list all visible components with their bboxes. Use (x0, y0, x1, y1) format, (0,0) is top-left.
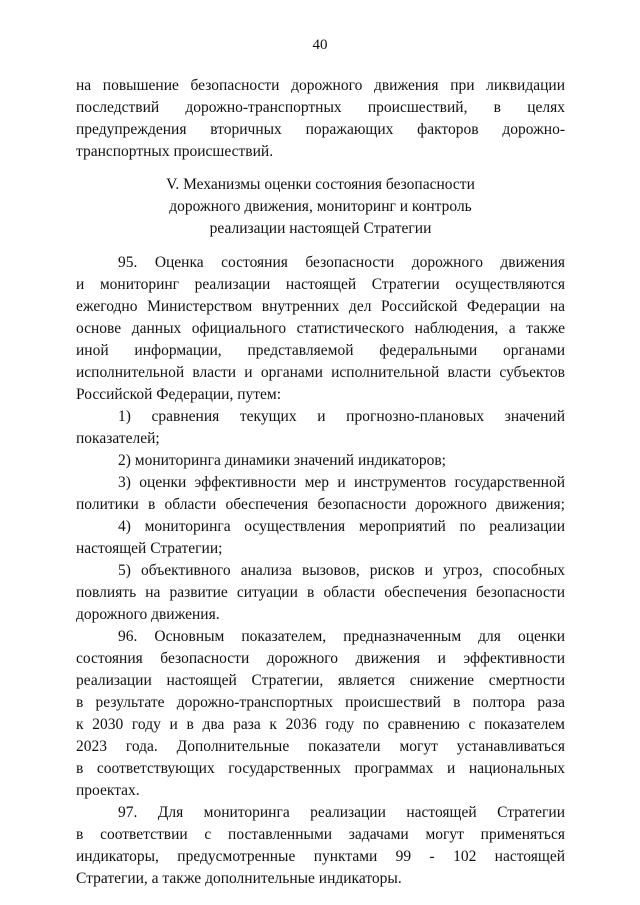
text-line: индикаторы, предусмотренные пунктами 99 - 102 настоящей (76, 848, 565, 865)
text-line: в соответствующих государственных программах и национальных (76, 760, 565, 777)
text-line: показателей; (76, 430, 160, 447)
text-line: Стратегии, а также дополнительные индикаторы. (76, 870, 402, 887)
paragraph-first-line: 95. Оценка состояния безопасности дорожного движения (118, 254, 565, 271)
text-line: последствий дорожно-транспортных происшествий, в целях (76, 99, 565, 116)
text-line: проектах. (76, 782, 140, 799)
list-item-first-line: 3) оценки эффективности мер и инструментов государственной (118, 474, 565, 491)
text-line: предупреждения вторичных поражающих факторов дорожно- (76, 121, 565, 138)
text-line: Российской Федерации, путем: (76, 386, 282, 403)
list-item-first-line: 1) сравнения текущих и прогнозно-плановых значений (118, 408, 565, 425)
text-line: и мониторинг реализации настоящей Стратегии осуществляются (76, 276, 565, 293)
text-line: в результате дорожно-транспортных происшествий в полтора раза (76, 694, 565, 711)
page-number: 40 (312, 37, 328, 53)
text-line: основе данных официального статистического наблюдения, а также (76, 320, 565, 337)
text-line: исполнительной власти и органами исполнительной власти субъектов (76, 364, 565, 381)
paragraph-first-line: 97. Для мониторинга реализации настоящей Стратегии (118, 804, 565, 821)
list-item-first-line: 4) мониторинга осуществления мероприятий по реализации (118, 518, 565, 535)
list-item-first-line: 5) объективного анализа вызовов, рисков и угроз, способных (118, 562, 565, 579)
text-line: повлиять на развитие ситуации в области обеспечения безопасности (76, 584, 565, 601)
text-line: 2023 года. Дополнительные показатели могут устанавливаться (76, 738, 565, 755)
text-line: состояния безопасности дорожного движения и эффективности (76, 650, 565, 667)
section-heading-line: реализации настоящей Стратегии (209, 220, 432, 237)
paragraph-first-line: 96. Основным показателем, предназначенным для оценки (118, 628, 565, 645)
text-line: иной информации, представляемой федеральными органами (76, 342, 565, 359)
list-item-first-line: 2) мониторинга динамики значений индикаторов; (118, 452, 446, 469)
text-line: дорожного движения. (76, 606, 220, 623)
section-heading-line: дорожного движения, мониторинг и контроль (169, 198, 472, 215)
text-line: реализации настоящей Стратегии, является снижение смертности (76, 672, 565, 689)
text-line: в соответствии с поставленными задачами могут применяться (76, 826, 565, 843)
section-heading-line: V. Механизмы оценки состояния безопасности (166, 176, 475, 193)
text-line: к 2030 году и в два раза к 2036 году по сравнению с показателем (76, 716, 565, 733)
text-line: ежегодно Министерством внутренних дел Российской Федерации на (76, 298, 565, 315)
text-line: транспортных происшествий. (76, 143, 274, 160)
text-line: настоящей Стратегии; (76, 540, 223, 557)
text-line: политики в области обеспечения безопасности дорожного движения; (76, 496, 565, 513)
text-line: на повышение безопасности дорожного движения при ликвидации (76, 77, 565, 94)
